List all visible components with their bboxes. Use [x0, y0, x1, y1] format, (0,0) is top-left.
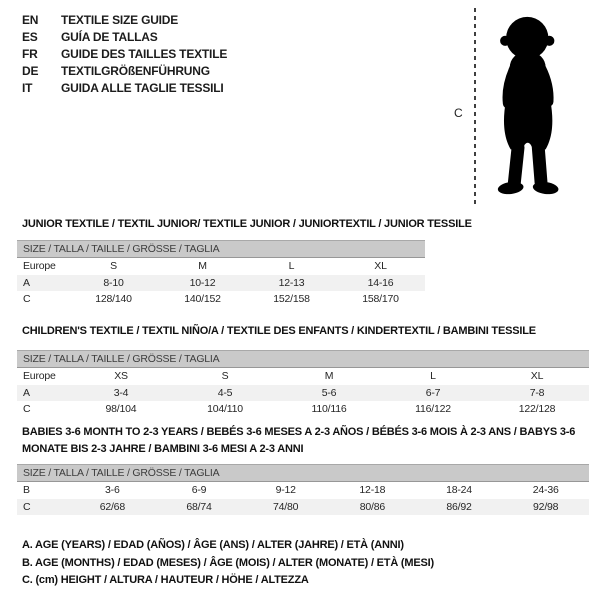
size-cell: 14-16 [367, 276, 394, 289]
footnote-b: B. AGE (MONTHS) / EDAD (MESES) / ÂGE (MOIS) / ALTER (MONATE) / ETÀ (MESI) [22, 556, 434, 569]
size-cell: 24-36 [532, 484, 559, 496]
row-label: C [23, 403, 31, 415]
children-size-table [17, 350, 589, 418]
row-label: C [23, 500, 31, 513]
footnote-a: A. AGE (YEARS) / EDAD (AÑOS) / ÂGE (ANS) / ALTER (JAHRE) / ETÀ (ANNI) [22, 539, 404, 551]
size-cell: 140/152 [184, 293, 221, 305]
baby-silhouette-icon [484, 8, 576, 208]
language-row-it [22, 80, 227, 97]
size-cell: 122/128 [518, 403, 556, 415]
language-title: TEXTILE SIZE GUIDE [61, 13, 179, 27]
junior-section-title: JUNIOR TEXTILE / TEXTIL JUNIOR/ TEXTILE JUNIOR / JUNIORTEXTIL / JUNIOR TESSILE [22, 218, 472, 230]
size-cell: 74/80 [273, 500, 299, 513]
size-header-bar: SIZE / TALLA / TAILLE / GRÖSSE / TAGLIA [17, 240, 425, 258]
size-cell: 128/140 [95, 293, 132, 305]
size-cell: 12-18 [359, 484, 386, 496]
language-title: TEXTILGRÖßENFÜHRUNG [61, 64, 210, 78]
height-measure-dashed-line [474, 8, 476, 206]
size-cell: 6-9 [191, 484, 207, 496]
language-row-de [22, 63, 227, 80]
size-cell: 98/104 [105, 403, 137, 415]
size-cell: L [288, 260, 295, 272]
size-cell: 18-24 [446, 484, 472, 496]
size-cell: 62/68 [99, 500, 125, 513]
table-row-months [17, 482, 589, 499]
size-cell: 3-4 [113, 386, 129, 399]
size-cell: 92/98 [533, 500, 559, 513]
language-row-es [22, 29, 227, 46]
footnotes [22, 537, 434, 590]
children-section-title: CHILDREN'S TEXTILE / TEXTIL NIÑO/A / TEXTILE DES ENFANTS / KINDERTEXTIL / BAMBINI TESSILE [22, 325, 536, 337]
table-row-europe [17, 368, 589, 385]
size-cell: S [221, 370, 229, 382]
language-code: EN [22, 13, 39, 27]
size-cell: 86/92 [446, 500, 472, 513]
size-cell: 68/74 [186, 500, 212, 513]
language-title: GUIDE DES TAILLES TEXTILE [61, 47, 228, 61]
language-row-fr [22, 46, 227, 63]
babies-size-table [17, 464, 589, 515]
size-cell: 116/122 [415, 403, 451, 415]
table-row-europe [17, 258, 425, 275]
babies-section-title: BABIES 3-6 MONTH TO 2-3 YEARS / BEBÉS 3-6 MESES A 2-3 AÑOS / BÉBÉS 3-6 MOIS À 2-3 ANS / BABYS 3-6 MONATE BIS 2-3 JAHRE / BAMBINI 3-6 MESI A 2-3 ANNI [22, 426, 576, 455]
size-header-bar: SIZE / TALLA / TAILLE / GRÖSSE / TAGLIA [17, 350, 589, 368]
footnote-c: C. (cm) HEIGHT / ALTURA / HAUTEUR / HÖHE / ALTEZZA [22, 574, 309, 586]
language-row-en [22, 12, 227, 29]
table-row-age [17, 275, 425, 292]
size-cell: XL [374, 260, 387, 272]
size-cell: 12-13 [278, 276, 305, 289]
size-cell: 4-5 [217, 386, 233, 399]
table-row-height [17, 499, 589, 516]
row-label: Europe [23, 260, 56, 272]
size-cell: 6-7 [425, 386, 441, 399]
size-cell: 152/158 [273, 293, 310, 305]
size-cell: 3-6 [105, 484, 120, 496]
size-cell: 7-8 [529, 386, 545, 399]
language-code: FR [22, 47, 38, 61]
size-cell: XS [114, 370, 128, 382]
baby-ear-left [500, 36, 510, 46]
size-cell: S [110, 260, 117, 272]
row-label: A [23, 276, 30, 289]
baby-leg-right [538, 148, 541, 183]
size-cell: 158/170 [362, 293, 399, 305]
language-title: GUÍA DE TALLAS [61, 30, 158, 44]
baby-ear-right [544, 36, 554, 46]
row-label: B [23, 484, 30, 496]
size-cell: 9-12 [275, 484, 296, 496]
size-cell: M [324, 370, 334, 382]
size-cell: 8-10 [103, 276, 124, 289]
size-cell: M [198, 260, 207, 272]
row-label: A [23, 386, 30, 399]
height-measure-label: C [454, 106, 463, 120]
junior-size-table [17, 240, 425, 308]
row-label: Europe [23, 370, 56, 382]
table-row-height [17, 401, 589, 418]
language-code: DE [22, 64, 39, 78]
baby-shorts [504, 100, 552, 151]
table-row-height [17, 291, 425, 308]
size-cell: 80/86 [359, 500, 385, 513]
size-cell: 104/110 [207, 403, 243, 415]
table-row-age [17, 385, 589, 402]
size-cell: 110/116 [311, 403, 347, 415]
size-cell: L [430, 370, 436, 382]
baby-leg-left [514, 148, 518, 183]
language-title: GUIDA ALLE TAGLIE TESSILI [61, 81, 224, 95]
language-title-list [22, 12, 227, 97]
language-code: IT [22, 81, 33, 95]
size-header-bar: SIZE / TALLA / TAILLE / GRÖSSE / TAGLIA [17, 464, 589, 482]
language-code: ES [22, 30, 38, 44]
size-cell: 10-12 [189, 276, 216, 289]
size-cell: XL [530, 370, 544, 382]
size-cell: 5-6 [321, 386, 337, 399]
row-label: C [23, 293, 31, 305]
